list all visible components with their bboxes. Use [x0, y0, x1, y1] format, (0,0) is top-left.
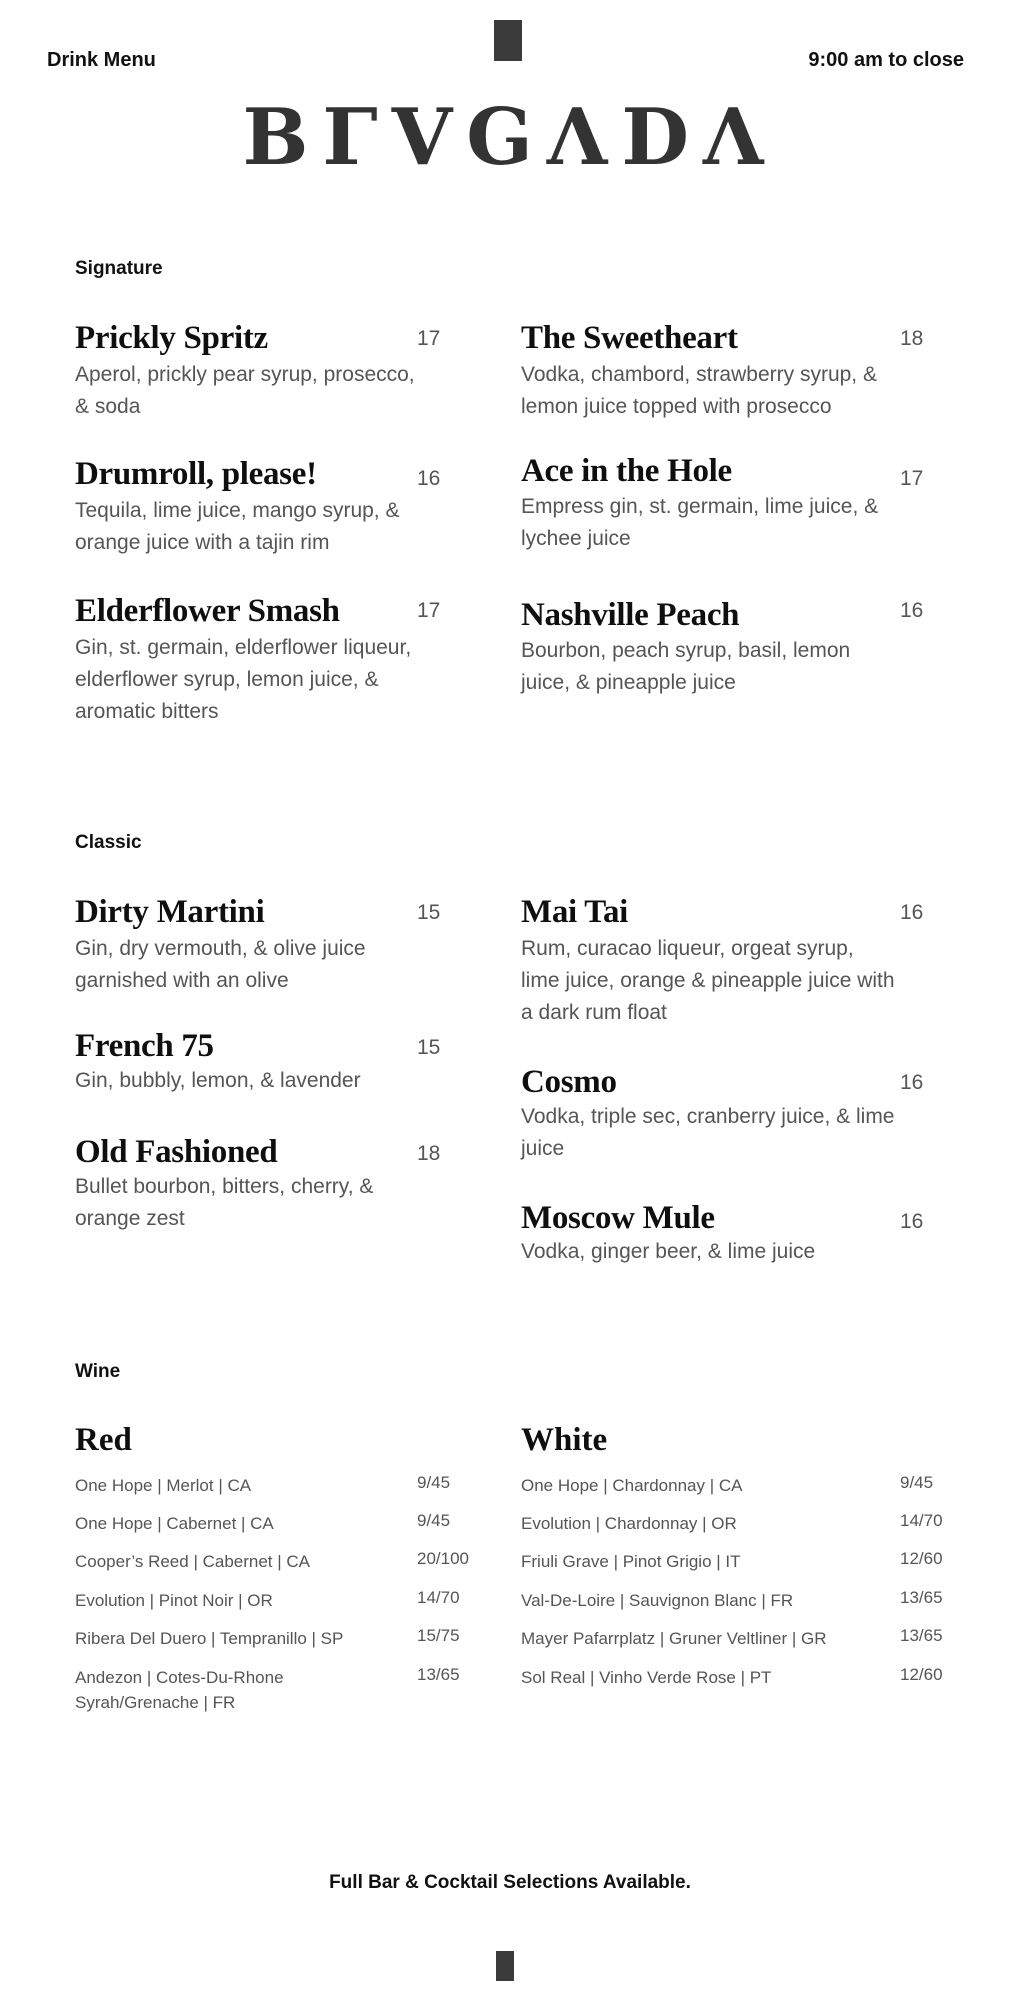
section-title-classic: Classic: [75, 832, 142, 853]
logo: BΓVGΛDΛ: [242, 92, 778, 183]
wine-item: Cooper’s Reed | Cabernet | CA: [75, 1552, 310, 1571]
drink-description: Vodka, triple sec, cranberry juice, & lime juice: [521, 1105, 895, 1160]
drink-price: 18: [900, 327, 924, 350]
wine-price: 20/100: [417, 1549, 469, 1568]
drink-price: 17: [417, 599, 441, 622]
bottom-decorative-bar: [496, 1951, 514, 1981]
drink-description: Aperol, prickly pear syrup, prosecco, & soda: [75, 363, 415, 418]
wine-item: Evolution | Pinot Noir | OR: [75, 1591, 273, 1610]
drink-description: Gin, bubbly, lemon, & lavender: [75, 1069, 361, 1092]
wine-item: One Hope | Chardonnay | CA: [521, 1476, 743, 1495]
section-title-signature: Signature: [75, 258, 163, 279]
drink-name: Prickly Spritz: [75, 320, 268, 356]
wine-price: 13/65: [417, 1665, 460, 1684]
drink-name: Moscow Mule: [521, 1200, 715, 1236]
section-title-wine: Wine: [75, 1361, 121, 1382]
drink-name: Elderflower Smash: [75, 593, 340, 629]
wine-price: 14/70: [417, 1588, 460, 1607]
drink-price: 16: [417, 467, 441, 490]
drink-description: Gin, dry vermouth, & olive juice garnished with an olive: [75, 937, 366, 992]
wine-price: 15/75: [417, 1626, 460, 1645]
drink-price: 15: [417, 1036, 441, 1059]
wine-price: 13/65: [900, 1626, 943, 1645]
wine-item: One Hope | Cabernet | CA: [75, 1514, 274, 1533]
wine-item: Evolution | Chardonnay | OR: [521, 1514, 737, 1533]
wine-price: 12/60: [900, 1665, 943, 1684]
drink-name: Old Fashioned: [75, 1134, 278, 1170]
drink-description: Empress gin, st. germain, lime juice, & lychee juice: [521, 495, 879, 550]
drink-name: Mai Tai: [521, 894, 629, 930]
drink-description: Tequila, lime juice, mango syrup, & orange juice with a tajin rim: [75, 499, 400, 554]
wine-price: 13/65: [900, 1588, 943, 1607]
wine-heading-red: Red: [75, 1422, 132, 1458]
drink-price: 17: [900, 467, 924, 490]
drink-description: Vodka, chambord, strawberry syrup, & lemon juice topped with prosecco: [521, 363, 877, 418]
wine-item: Andezon | Cotes-Du-Rhone Syrah/Grenache | FR: [75, 1668, 284, 1712]
drink-name: Nashville Peach: [521, 597, 740, 633]
wine-price: 9/45: [900, 1473, 934, 1492]
drink-description: Vodka, ginger beer, & lime juice: [521, 1240, 816, 1263]
drink-price: 16: [900, 901, 924, 924]
drink-price: 17: [417, 327, 441, 350]
wine-price: 9/45: [417, 1511, 451, 1530]
drink-name: Drumroll, please!: [75, 456, 317, 492]
drink-price: 16: [900, 1071, 924, 1094]
top-decorative-bar: [494, 20, 522, 61]
wine-price: 12/60: [900, 1549, 943, 1568]
wine-item: One Hope | Merlot | CA: [75, 1476, 252, 1495]
wine-price: 14/70: [900, 1511, 943, 1530]
menu-label: Drink Menu: [47, 49, 156, 71]
footer-note: Full Bar & Cocktail Selections Available.: [329, 1872, 691, 1893]
drink-name: Cosmo: [521, 1064, 617, 1100]
drink-price: 16: [900, 599, 924, 622]
drink-name: Ace in the Hole: [521, 453, 732, 489]
wine-price: 9/45: [417, 1473, 451, 1492]
wine-item: Val-De-Loire | Sauvignon Blanc | FR: [521, 1591, 794, 1610]
drink-name: French 75: [75, 1028, 214, 1064]
wine-item: Friuli Grave | Pinot Grigio | IT: [521, 1552, 741, 1571]
drink-price: 18: [417, 1142, 441, 1165]
drink-description: Gin, st. germain, elderflower liqueur, elderflower syrup, lemon juice, & aromatic bitters: [75, 636, 412, 723]
wine-item: Mayer Pafarrplatz | Gruner Veltliner | GR: [521, 1629, 827, 1648]
drink-name: The Sweetheart: [521, 320, 738, 356]
hours-label: 9:00 am to close: [808, 49, 964, 71]
drink-name: Dirty Martini: [75, 894, 265, 930]
wine-heading-white: White: [521, 1422, 608, 1458]
drink-price: 15: [417, 901, 441, 924]
drink-description: Bullet bourbon, bitters, cherry, & orange zest: [75, 1175, 374, 1230]
wine-item: Sol Real | Vinho Verde Rose | PT: [521, 1668, 772, 1687]
drink-price: 16: [900, 1210, 924, 1233]
drink-description: Bourbon, peach syrup, basil, lemon juice, & pineapple juice: [521, 639, 851, 694]
drink-description: Rum, curacao liqueur, orgeat syrup, lime juice, orange & pineapple juice with a dark rum float: [521, 937, 895, 1024]
wine-item: Ribera Del Duero | Tempranillo | SP: [75, 1629, 344, 1648]
